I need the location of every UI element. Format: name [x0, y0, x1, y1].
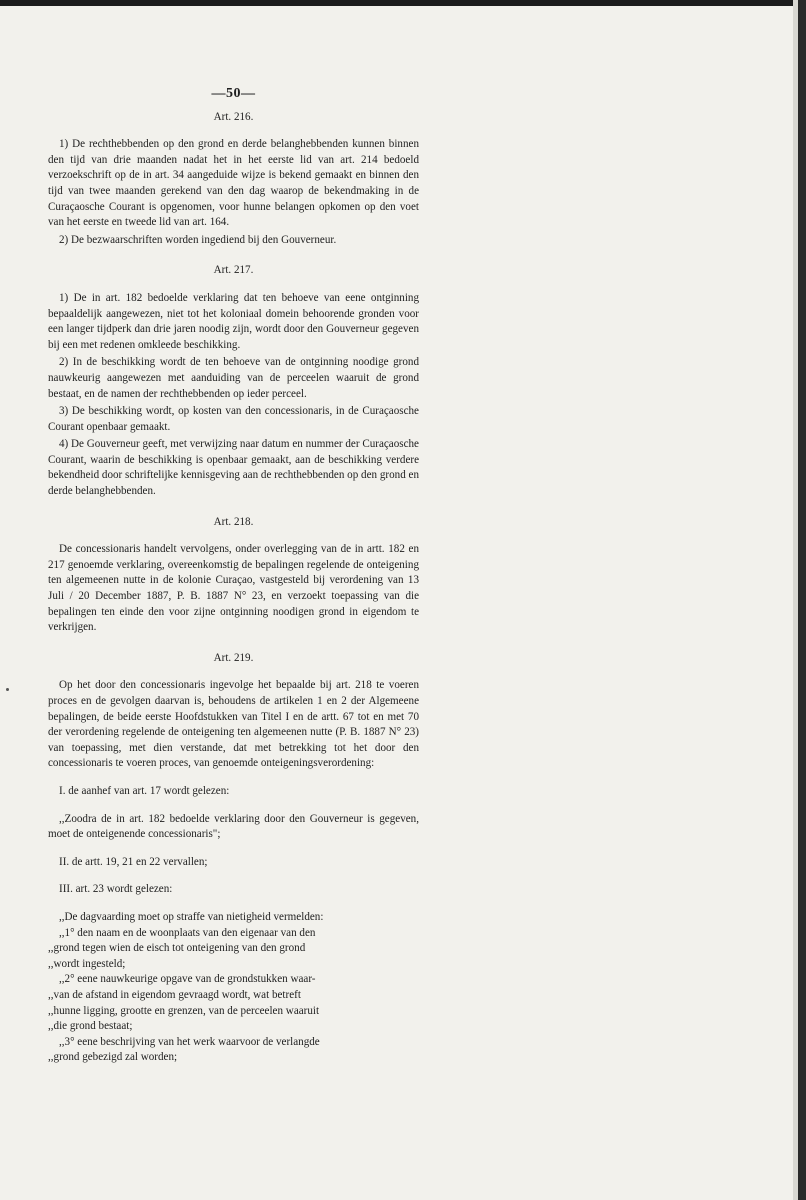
article-heading: Art. 216.: [213, 110, 254, 123]
quote-line: ,,grond gebezigd zal worden;: [48, 1051, 178, 1064]
paragraph: Op het door den concessionaris ingevolge het bepaalde bij art. 218 te voeren proces en de gevolgen daarvan is, behoudens de artikelen 1 en 2 der Algemeene bepalingen, de beide eerste Hoofdstukken van Titel I en de artt. 67 tot en met 70 der verordening regelende de onteigening ten algemeenen nutte (P. B. 1887 N° 23) van toepassing, met dien verstande, dat met betrekking tot het door den concessionaris te voeren proces, van genoemde onteigeningsverordening:: [48, 679, 419, 770]
paragraph: 1) De in art. 182 bedoelde verklaring dat ten behoeve van eene ontginning bepaaldelijk aangewezen, niet tot het koloniaal domein behoorende gronden voor een langer tijdperk dan drie jaren noodig zijn, wordt door den Gouverneur gegeven bij een met redenen omkleede beschikking.: [48, 291, 419, 351]
paragraph: 2) In de beschikking wordt de ten behoeve van de ontginning noodige grond nauwkeurig aangewezen met aanduiding van de perceelen waaruit de grond bestaat, en de namen der rechthebbenden op ieder perceel.: [48, 356, 419, 400]
scan-right-border: [798, 0, 806, 1200]
quote-paragraph: ,,Zoodra de in art. 182 bedoelde verklaring door den Gouverneur is gegeven, moet de onteigenende concessionaris";: [48, 812, 419, 841]
quote-line: ,,grond tegen wien de eisch tot onteigening van den grond: [48, 942, 306, 955]
article-218: [48, 515, 419, 636]
paragraph: 1) De rechthebbenden op den grond en derde belanghebbenden kunnen binnen den tijd van drie maanden nadat het in het eerste lid van art. 214 bedoeld verzoekschrift op de in art. 34 aangeduide wijze is bekend gemaakt en binnen den tijd van twee maanden gerekend van den dag waarop de bekendmaking in de Curaçaosche Courant is opgenomen, voor hunne belangen opkomen op den voet van het eerste en tweede lid van art. 164.: [48, 138, 419, 229]
quote-line: ,,wordt ingesteld;: [48, 957, 126, 970]
paragraph: 2) De bezwaarschriften worden ingediend bij den Gouverneur.: [59, 233, 337, 246]
article-heading: Art. 219.: [213, 651, 254, 664]
page-number: —50—: [211, 86, 256, 101]
stray-mark: [6, 688, 9, 691]
article-216: [48, 110, 419, 249]
article-219: [48, 651, 419, 1066]
quote-line: ,,1° den naam en de woonplaats van den eigenaar van den: [59, 926, 316, 939]
list-item: I. de aanhef van art. 17 wordt gelezen:: [59, 784, 230, 797]
quote-line: ,,De dagvaarding moet op straffe van nietigheid vermelden:: [59, 910, 324, 923]
article-heading: Art. 217.: [213, 264, 254, 277]
page-content: [48, 86, 419, 1066]
quote-line: ,,die grond bestaat;: [48, 1020, 133, 1033]
scan-top-border: [0, 0, 806, 6]
quote-line: ,,hunne ligging, grootte en grenzen, van de perceelen waaruit: [48, 1004, 320, 1017]
article-heading: Art. 218.: [213, 515, 254, 528]
list-item: II. de artt. 19, 21 en 22 vervallen;: [59, 855, 208, 868]
quote-line: ,,van de afstand in eigendom gevraagd wordt, wat betreft: [48, 988, 301, 1001]
list-item: III. art. 23 wordt gelezen:: [59, 883, 173, 896]
quote-line: ,,2° eene nauwkeurige opgave van de grondstukken waar-: [59, 973, 316, 986]
paragraph: De concessionaris handelt vervolgens, onder overlegging van de in artt. 182 en 217 genoemde verklaring, overeenkomstig de bepalingen regelende de onteigening ten algemeenen nutte in de kolonie Curaçao, vastgesteld bij verordening van 13 Juli / 20 December 1887, P. B. 1887 N° 23, en verzoekt toepassing van die bepalingen ten einde den voor zijne ontginning noodigen grond in eigendom te verkrijgen.: [48, 543, 419, 634]
quoted-article-23: [48, 910, 419, 1066]
paragraph: 4) De Gouverneur geeft, met verwijzing naar datum en nummer der Curaçaosche Courant, waarin de beschikking is openbaar gemaakt, aan de beschikking verdere bekendheid door schriftelijke kennisgeving aan de rechthebbenden op den grond en derde belanghebbenden.: [48, 438, 419, 498]
quote-line: ,,3° eene beschrijving van het werk waarvoor de verlangde: [59, 1035, 320, 1048]
article-217: [48, 263, 419, 499]
paragraph: 3) De beschikking wordt, op kosten van den concessionaris, in de Curaçaosche Courant openbaar gemaakt.: [48, 405, 419, 433]
